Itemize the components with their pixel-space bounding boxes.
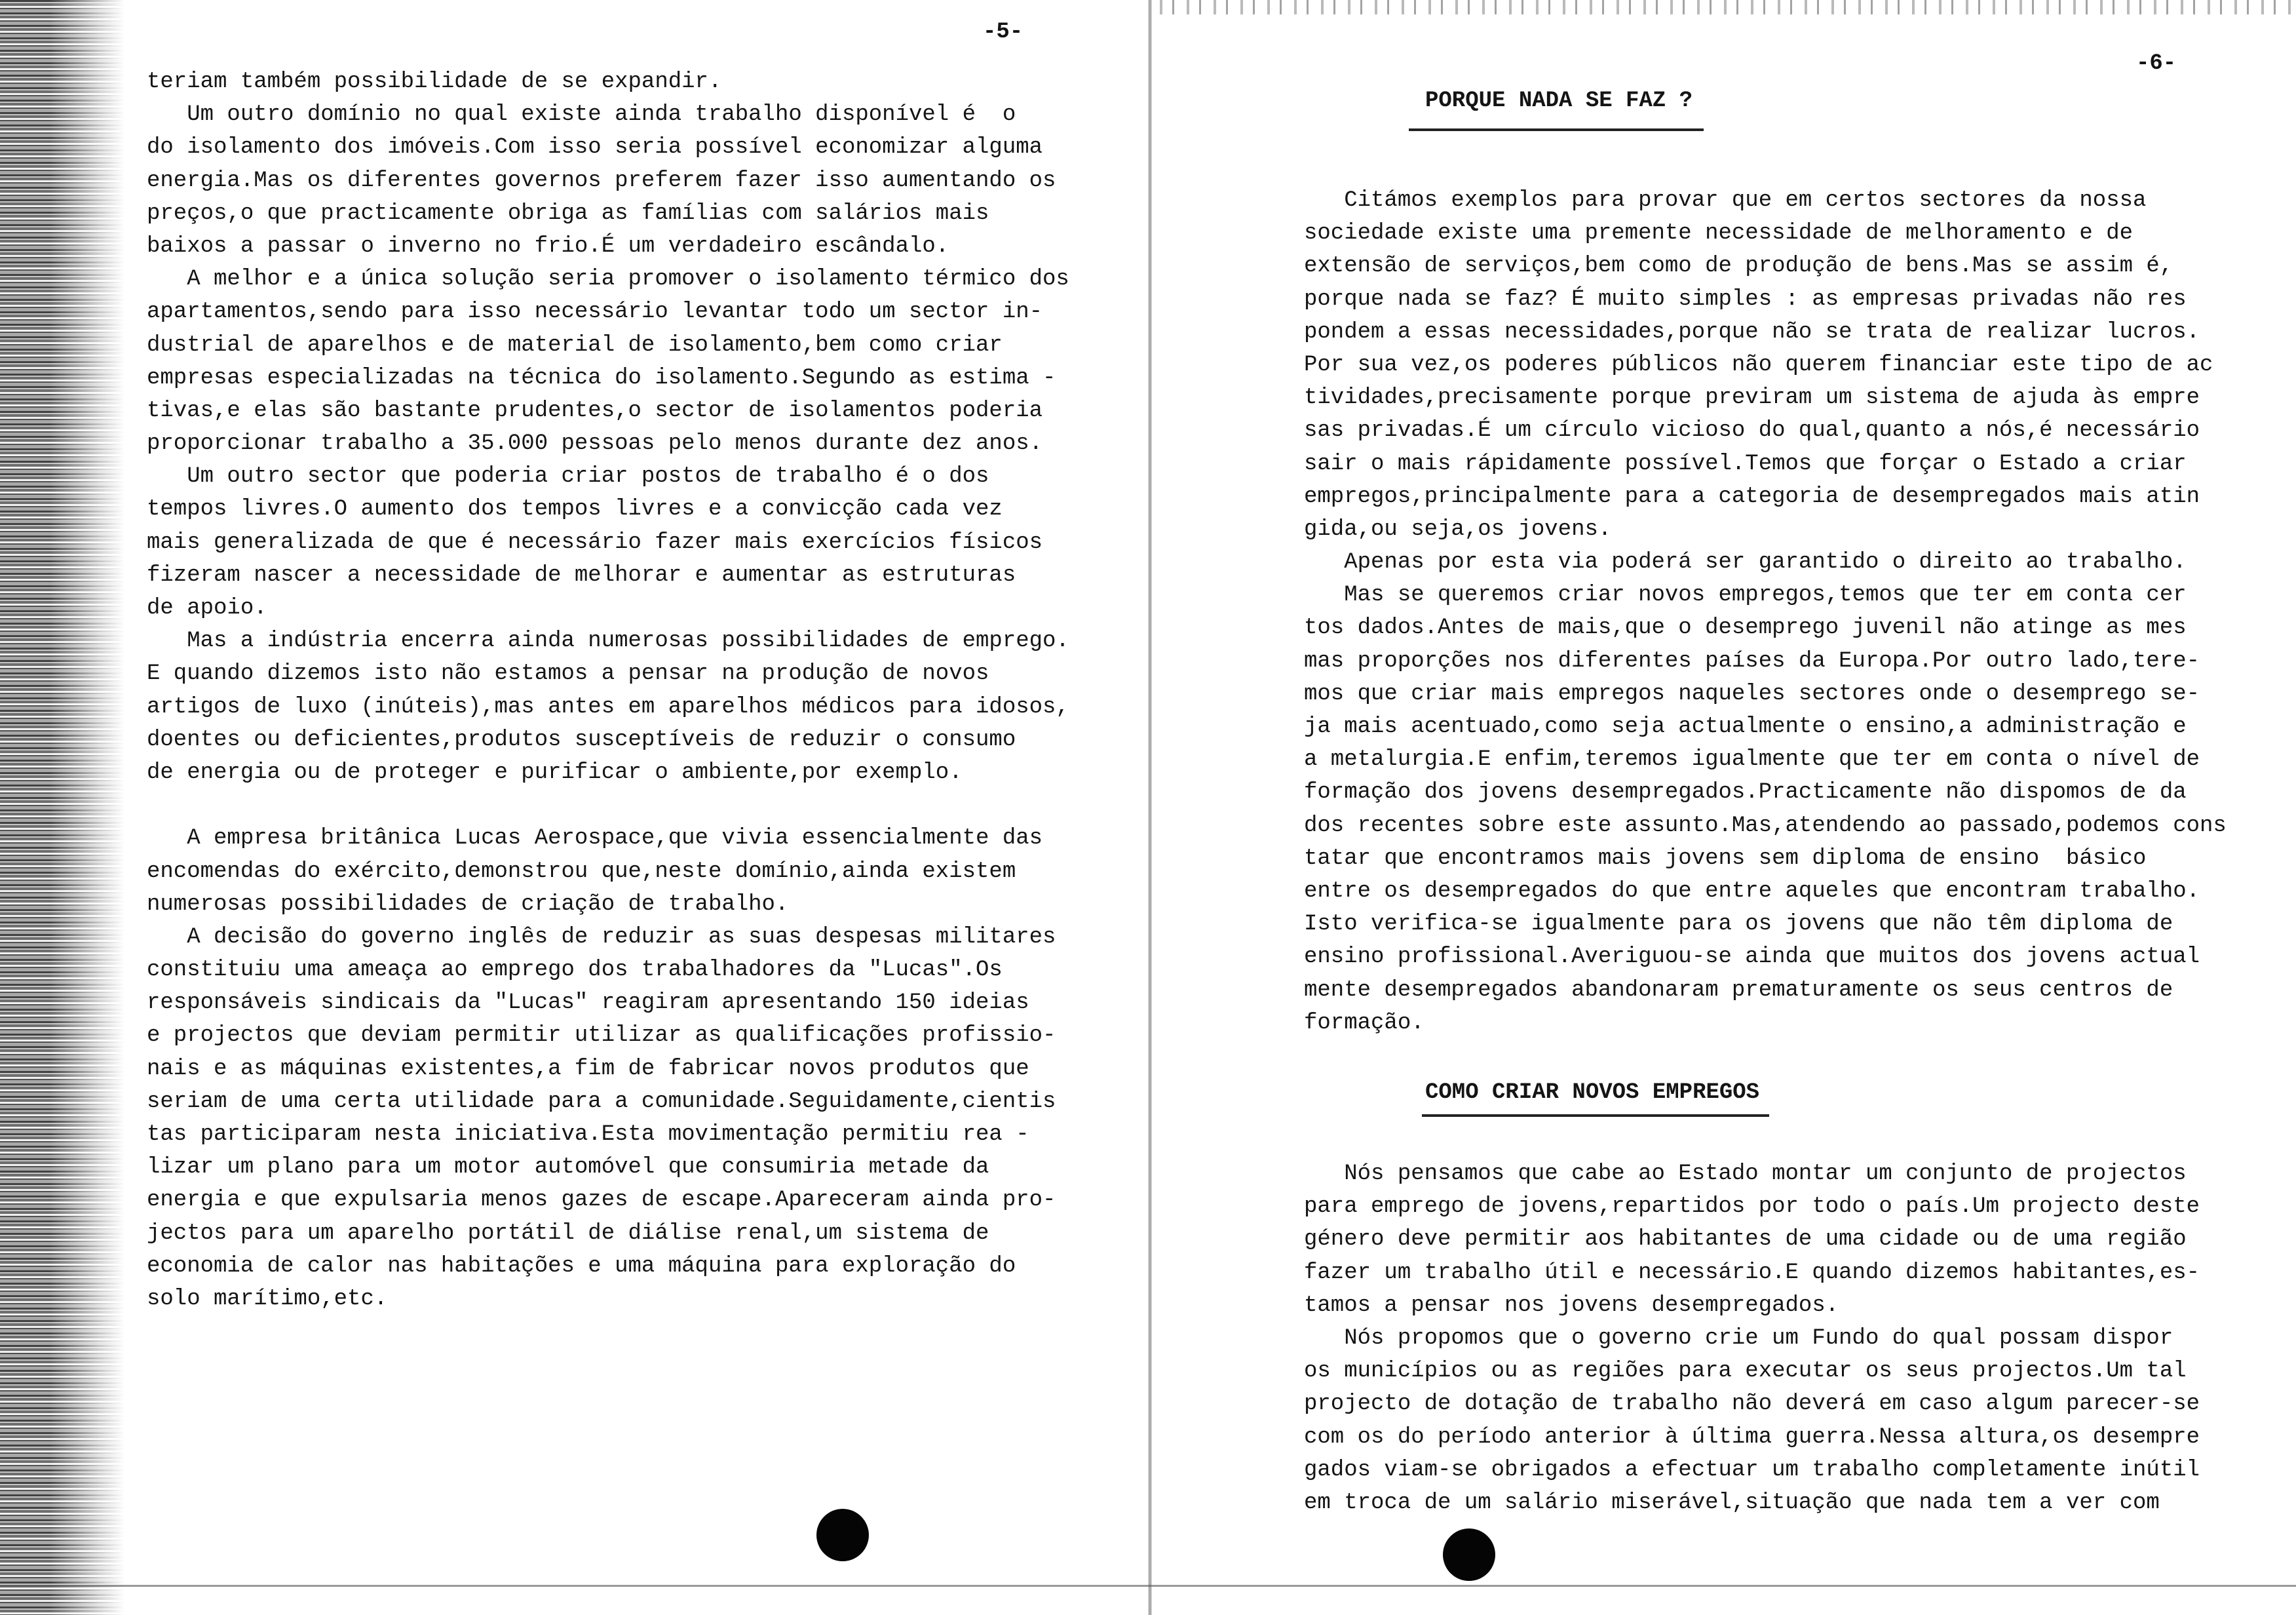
text-line: E quando dizemos isto não estamos a pensar na produção de novos [147,661,989,687]
text-line [147,789,1069,822]
text-line: ja mais acentuado,como seja actualmente o ensino,a administração e [1304,714,2187,739]
section-heading-como-criar-novos-empregos: COMO CRIAR NOVOS EMPREGOS [1425,1080,1760,1105]
text-line: sociedade existe uma premente necessidade de melhoramento e de [1304,221,2133,246]
text-line: porque nada se faz? É muito simples : as empresas privadas não res [1304,286,2187,312]
text-line: lizar um plano para um motor automóvel que consumiria metade da [147,1155,989,1180]
text-line: ensino profissional.Averiguou-se ainda que muitos dos jovens actual [1304,944,2200,970]
text-line: Isto verifica-se igualmente para os jovens que não têm diploma de [1304,912,2173,937]
text-line: gados viam-se obrigados a efectuar um trabalho completamente inútil [1304,1457,2200,1483]
page-5-body [147,66,1069,1315]
text-line: dos recentes sobre este assunto.Mas,atendendo ao passado,podemos cons [1304,813,2227,838]
text-line: teriam também possibilidade de se expandir. [147,69,722,94]
text-line: A melhor e a única solução seria promover o isolamento térmico dos [147,267,1069,292]
text-line: Nós propomos que o governo crie um Fundo do qual possam dispor [1304,1325,2173,1351]
text-line: tamos a pensar nos jovens desempregados. [1304,1293,1839,1318]
text-line: tivas,e elas são bastante prudentes,o sector de isolamentos poderia [147,398,1043,423]
text-line: e projectos que deviam permitir utilizar as qualificações profissio- [147,1023,1056,1049]
text-line: tempos livres.O aumento dos tempos livres e a convicção cada vez [147,497,1003,522]
text-line: solo marítimo,etc. [147,1286,388,1312]
text-line: extensão de serviços,bem como de produção de bens.Mas se assim é, [1304,254,2173,279]
text-line: mas proporções nos diferentes países da Europa.Por outro lado,tere- [1304,648,2200,674]
text-line: A decisão do governo inglês de reduzir as suas despesas militares [147,924,1056,950]
text-line: dustrial de aparelhos e de material de isolamento,bem como criar [147,332,1003,358]
text-line: entre os desempregados do que entre aqueles que encontram trabalho. [1304,878,2200,904]
text-line: numerosas possibilidades de criação de trabalho. [147,891,789,917]
text-line: tos dados.Antes de mais,que o desemprego juvenil não atinge as mes [1304,615,2187,641]
text-line: empresas especializadas na técnica do isolamento.Segundo as estima - [147,365,1056,391]
text-line: A empresa britânica Lucas Aerospace,que vivia essencialmente das [147,826,1043,851]
text-line: Mas se queremos criar novos empregos,temos que ter em conta cer [1304,583,2187,608]
page-divider [1148,0,1152,1615]
text-line: mos que criar mais empregos naqueles sectores onde o desemprego se- [1304,681,2200,707]
text-line: formação dos jovens desempregados.Practicamente não dispomos de da [1304,780,2187,806]
text-line: Um outro sector que poderia criar postos de trabalho é o dos [147,464,989,490]
text-line: baixos a passar o inverno no frio.É um verdadeiro escândalo. [147,233,949,259]
text-line: responsáveis sindicais da "Lucas" reagiram apresentando 150 ideias [147,990,1029,1016]
text-line: de energia ou de proteger e purificar o ambiente,por exemplo. [147,760,963,785]
text-line: economia de calor nas habitações e uma máquina para exploração do [147,1253,1016,1279]
text-line: seriam de uma certa utilidade para a comunidade.Seguidamente,cientis [147,1089,1056,1114]
text-line: tividades,precisamente porque previram um sistema de ajuda às empre [1304,385,2200,411]
text-line: jectos para um aparelho portátil de diálise renal,um sistema de [147,1220,989,1246]
text-line: os municípios ou as regiões para executar os seus projectos.Um tal [1304,1359,2187,1384]
text-line: preços,o que practicamente obriga as famílias com salários mais [147,201,989,226]
punch-hole-mark [816,1509,869,1561]
text-line: encomendas do exército,demonstrou que,neste domínio,ainda existem [147,859,1016,884]
heading-underline [1409,128,1704,131]
text-line: constituiu uma ameaça ao emprego dos trabalhadores da "Lucas".Os [147,958,1003,983]
text-line: Apenas por esta via poderá ser garantido o direito ao trabalho. [1304,550,2187,575]
text-line: energia.Mas os diferentes governos preferem fazer isso aumentando os [147,168,1056,193]
text-line: a metalurgia.E enfim,teremos igualmente que ter em conta o nível de [1304,747,2200,773]
text-line: Por sua vez,os poderes públicos não querem financiar este tipo de ac [1304,352,2213,378]
text-line: tatar que encontramos mais jovens sem diploma de ensino básico [1304,846,2147,871]
page-number: -5- [983,20,1024,45]
text-line: com os do período anterior à última guerra.Nessa altura,os desempre [1304,1424,2200,1450]
page-6 [1153,0,2296,1615]
text-line: formação. [1304,1010,1425,1036]
text-line: tas participaram nesta iniciativa.Esta movimentação permitiu rea - [147,1122,1029,1147]
text-line: Mas a indústria encerra ainda numerosas possibilidades de emprego. [147,629,1069,654]
page-5 [0,0,1147,1615]
text-line: do isolamento dos imóveis.Com isso seria possível economizar alguma [147,135,1043,161]
section-2-body [1304,1158,2200,1519]
text-line: Citámos exemplos para provar que em certos sectores da nossa [1304,188,2147,213]
text-line: de apoio. [147,596,267,621]
text-line: Um outro domínio no qual existe ainda trabalho disponível é o [147,102,1016,128]
text-line: pondem a essas necessidades,porque não se trata de realizar lucros. [1304,319,2200,345]
text-line: nais e as máquinas existentes,a fim de fabricar novos produtos que [147,1056,1029,1081]
text-line: energia e que expulsaria menos gazes de escape.Apareceram ainda pro- [147,1188,1056,1213]
text-line: mente desempregados abandonaram prematuramente os seus centros de [1304,977,2173,1003]
text-line: sas privadas.É um círculo vicioso do qual,quanto a nós,é necessário [1304,418,2200,444]
punch-hole-mark [1443,1528,1495,1581]
text-line: projecto de dotação de trabalho não deverá em caso algum parecer-se [1304,1391,2200,1417]
text-line: apartamentos,sendo para isso necessário levantar todo um sector in- [147,300,1043,325]
heading-underline [1422,1114,1769,1117]
text-line: para emprego de jovens,repartidos por todo o país.Um projecto deste [1304,1194,2200,1220]
text-line: Nós pensamos que cabe ao Estado montar um conjunto de projectos [1304,1161,2187,1186]
text-line: empregos,principalmente para a categoria de desempregados mais atin [1304,484,2200,509]
text-line: em troca de um salário miserável,situação que nada tem a ver com [1304,1490,2160,1515]
text-line: fazer um trabalho útil e necessário.E quando dizemos habitantes,es- [1304,1260,2200,1285]
text-line: sair o mais rápidamente possível.Temos que forçar o Estado a criar [1304,451,2187,477]
text-line: fizeram nascer a necessidade de melhorar e aumentar as estruturas [147,562,1016,588]
text-line: proporcionar trabalho a 35.000 pessoas pelo menos durante dez anos. [147,431,1043,457]
text-line: género deve permitir aos habitantes de uma cidade ou de uma região [1304,1227,2187,1253]
text-line: doentes ou deficientes,produtos susceptíveis de reduzir o consumo [147,727,1016,752]
text-line: gida,ou seja,os jovens. [1304,516,1612,542]
section-1-body [1304,184,2227,1040]
text-line: artigos de luxo (inúteis),mas antes em aparelhos médicos para idosos, [147,694,1069,720]
section-heading-porque-nada-se-faz: PORQUE NADA SE FAZ ? [1425,88,1693,113]
page-number: -6- [2136,51,2177,76]
text-line: mais generalizada de que é necessário fazer mais exercícios físicos [147,530,1043,555]
